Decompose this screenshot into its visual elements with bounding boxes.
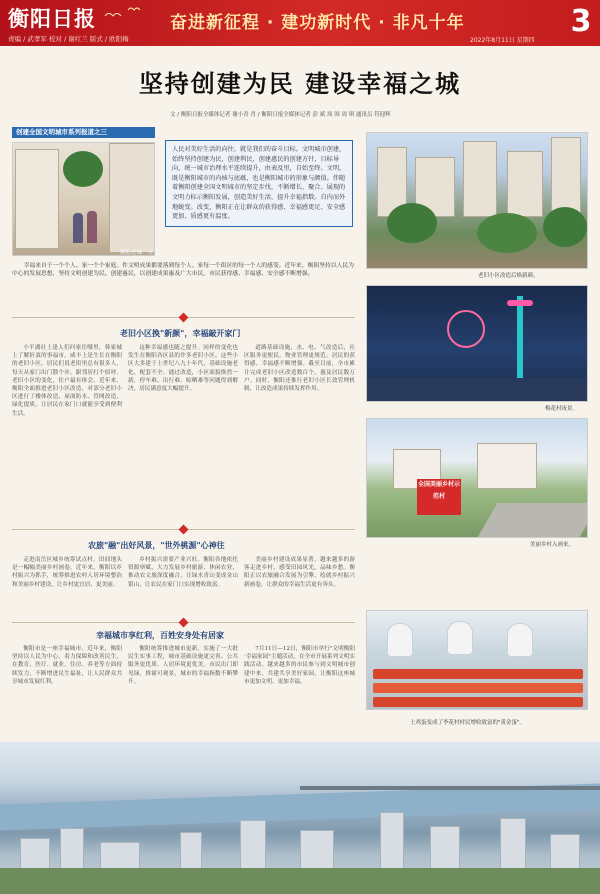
section-title: 幸福城市享红利，百姓安身处有居家 xyxy=(96,631,224,640)
ground-lights xyxy=(367,378,588,402)
article-column: 7月11日—12日，衡阳市举行"文明衡阳·幸福家园"主题活动，在全市开展系列文明实践活动。越来越多的市民参与到文明城市创建中来，共建共享美好家园，让衡阳这座城市更加文明、更加幸福。 xyxy=(244,646,355,685)
page-number: 3 xyxy=(570,4,592,39)
building-shape xyxy=(477,443,537,489)
masthead xyxy=(0,0,600,46)
page-headline: 坚持创建为民 建设幸福之城 xyxy=(138,70,462,98)
article-column: 美丽乡村建设成果显著。越来越多的游客走进乡村，感受田园风光，品味乡愁。衡阳正以农旅融合发展为引擎，绘就乡村振兴新画卷，让群众的幸福生活更有奔头。 xyxy=(244,557,355,588)
tree-shape xyxy=(63,151,103,187)
section-divider xyxy=(12,317,355,318)
section-title: 老旧小区换"新颜"，幸福敲开家门 xyxy=(120,329,241,338)
tree-shape xyxy=(387,203,437,243)
building-shape xyxy=(507,151,543,217)
birds-icon xyxy=(100,4,160,24)
byline: 文 / 衡阳日报全媒体记者 谢小青 肖 / 衡阳日报全媒体记者 彭 斌 周 围 周 琪 通讯员 符迎辉 xyxy=(170,112,391,118)
worker-figure xyxy=(447,621,473,655)
editor-meta: 责编 / 武孝军 校对 / 谢红兰 版式 / 欧阳梅 xyxy=(8,35,129,43)
building-shape xyxy=(551,137,581,217)
bridge-shape xyxy=(300,786,600,790)
person-figure xyxy=(73,213,83,243)
article-column: 小平湖社上逢人们问家住哪里，韩家城上了解折衷的事福市。咸丰上是生长在衡阳的老旧小区，居民们说老街里总有很多人，每天从家门出门散个步，跟邻居打个招呼。老旧小区的变化，住户最有体会。近年来，衡阳全面推进老旧小区改造，对部分老旧小区进行了楼体改造、屋面防水、管网改造、绿化提质，让居民在家门口就能享受到便利生活。 xyxy=(12,345,122,417)
article-column: 衡阳市是一座幸福城市。近年来，衡阳坚持以人民为中心，着力保障和改善民生，在教育、医疗、就业、住房、养老等方面持续发力，不断增进民生福祉，让人民群众共享城市发展红利。 xyxy=(12,646,122,685)
photo-caption: 土鸡蛋变成了李花村村民增收致富的"黄金蛋"。 xyxy=(410,720,526,726)
lead-paragraph: 幸福来自于一个个人、家一个个家庭。件文明成果都要落到每个人、家每一个街区的每一个人的感受。近年来，衡阳坚持以人民为中心的发展思想，坚持文明创建为民、创建惠民，以创建成果惠及广大市民，市民获得感、幸福感、安全感不断增强。 xyxy=(12,263,355,278)
article-column: 走进南岳区城乡统筹试点村，田间地头是一幅幅美丽乡村画卷。近年来，衡阳以乡村振兴为抓手，统筹推进农村人居环境整治和美丽乡村建设，让乡村更宜居、更美丽。 xyxy=(12,557,122,588)
issue-date: 2022年8月11日 星期四 xyxy=(470,37,535,44)
section-divider xyxy=(12,622,355,623)
greenery-strip xyxy=(0,868,600,894)
slogan-banner: 奋进新征程 · 建功新时代 · 非凡十年 xyxy=(170,13,465,33)
photo-countryside xyxy=(366,418,588,538)
building-shape xyxy=(15,149,59,249)
photo-residential-area xyxy=(366,132,588,269)
photo-caption: 衡阳老城一角 xyxy=(120,250,154,256)
series-tag: 创建全国文明城市系列报道之三 xyxy=(12,127,155,138)
village-sign: 全国美丽乡村示范村 xyxy=(417,479,461,515)
worker-figure xyxy=(507,623,533,657)
photo-caption: 老旧小区改造后焕新颜。 xyxy=(478,273,539,279)
photo-city-panorama xyxy=(0,742,600,894)
photo-night-scene xyxy=(366,285,588,402)
tree-shape xyxy=(477,213,537,253)
egg-tray xyxy=(373,683,583,693)
paper-name: 衡阳日报 xyxy=(8,6,96,31)
article-column: 道路基础设施，水、电、气改造后，社区服务更便民。物业管理更规范。居民的获得感、幸福感不断增强。截至目前，全市累计完成老旧小区改造数百个，惠及居民数万户。同时，衡阳还推行老旧小区长效管理机制，让改造成果持续发挥作用。 xyxy=(244,345,355,393)
article-column: 衡阳统筹推进城市更新，实施了一大批民生实事工程，城市基础设施更完善、公共服务更优质、人居环境更优美。市民出门即见绿，推窗可观景，城市的幸福指数不断攀升。 xyxy=(128,646,238,685)
tree-shape xyxy=(543,207,587,247)
ferris-wheel-shape xyxy=(447,310,485,348)
worker-figure xyxy=(387,623,413,657)
intro-box: 人民对美好生活的向往，就是我们的奋斗目标。文明城市创建，始终坚持创建为民，创建利民，创建惠民的创建方针，目标导向，统一城市治理水平连续提升，由表及里，自始至终。文明，既是衡阳城市的内核与底蕴，也是衡阳城市的形象与颜值。伴随着衡阳创建全国文明城市的坚定步伐，不断增长、聚合、展现的文明力标示衡阳发展，创造美好生活，提升幸福指数。自内而外地蜕变。改变，衡阳正在让群众的获得感、幸福感更足、安全感更加、质感更有温度。 xyxy=(165,140,353,227)
egg-tray xyxy=(373,697,583,707)
article-column: 乡村振兴需要产业兴旺。衡阳各地依托资源禀赋，大力发展乡村旅游、休闲农业，推动农文旅深度融合，让绿水青山变成金山银山，让农民在家门口实现增收致富。 xyxy=(128,557,238,588)
tower-shape xyxy=(517,296,523,386)
building-shape xyxy=(463,141,497,217)
section-title: 农旅"融"出好风景，"世外桃源"心神往 xyxy=(88,541,225,550)
tower-top xyxy=(507,300,533,306)
person-figure xyxy=(87,211,97,243)
photo-caption: 美丽乡村入画来。 xyxy=(530,542,575,548)
photo-caption: 梅花村夜景。 xyxy=(545,406,579,412)
road-shape xyxy=(477,503,588,538)
article-column: 这种幸福感也随之提升。同样的变化也发生在衡阳各区县的许多老旧小区。这些小区大多建于上世纪八九十年代，基础设施老化、配套不全。通过改造，小区面貌焕然一新，停车难、出行难、晾晒难等问题得到解决，居民满意度大幅提升。 xyxy=(128,345,238,393)
photo-egg-workers xyxy=(366,610,588,710)
egg-tray xyxy=(373,669,583,679)
photo-old-street xyxy=(12,142,155,256)
building-shape xyxy=(109,143,155,253)
section-divider xyxy=(12,529,355,530)
